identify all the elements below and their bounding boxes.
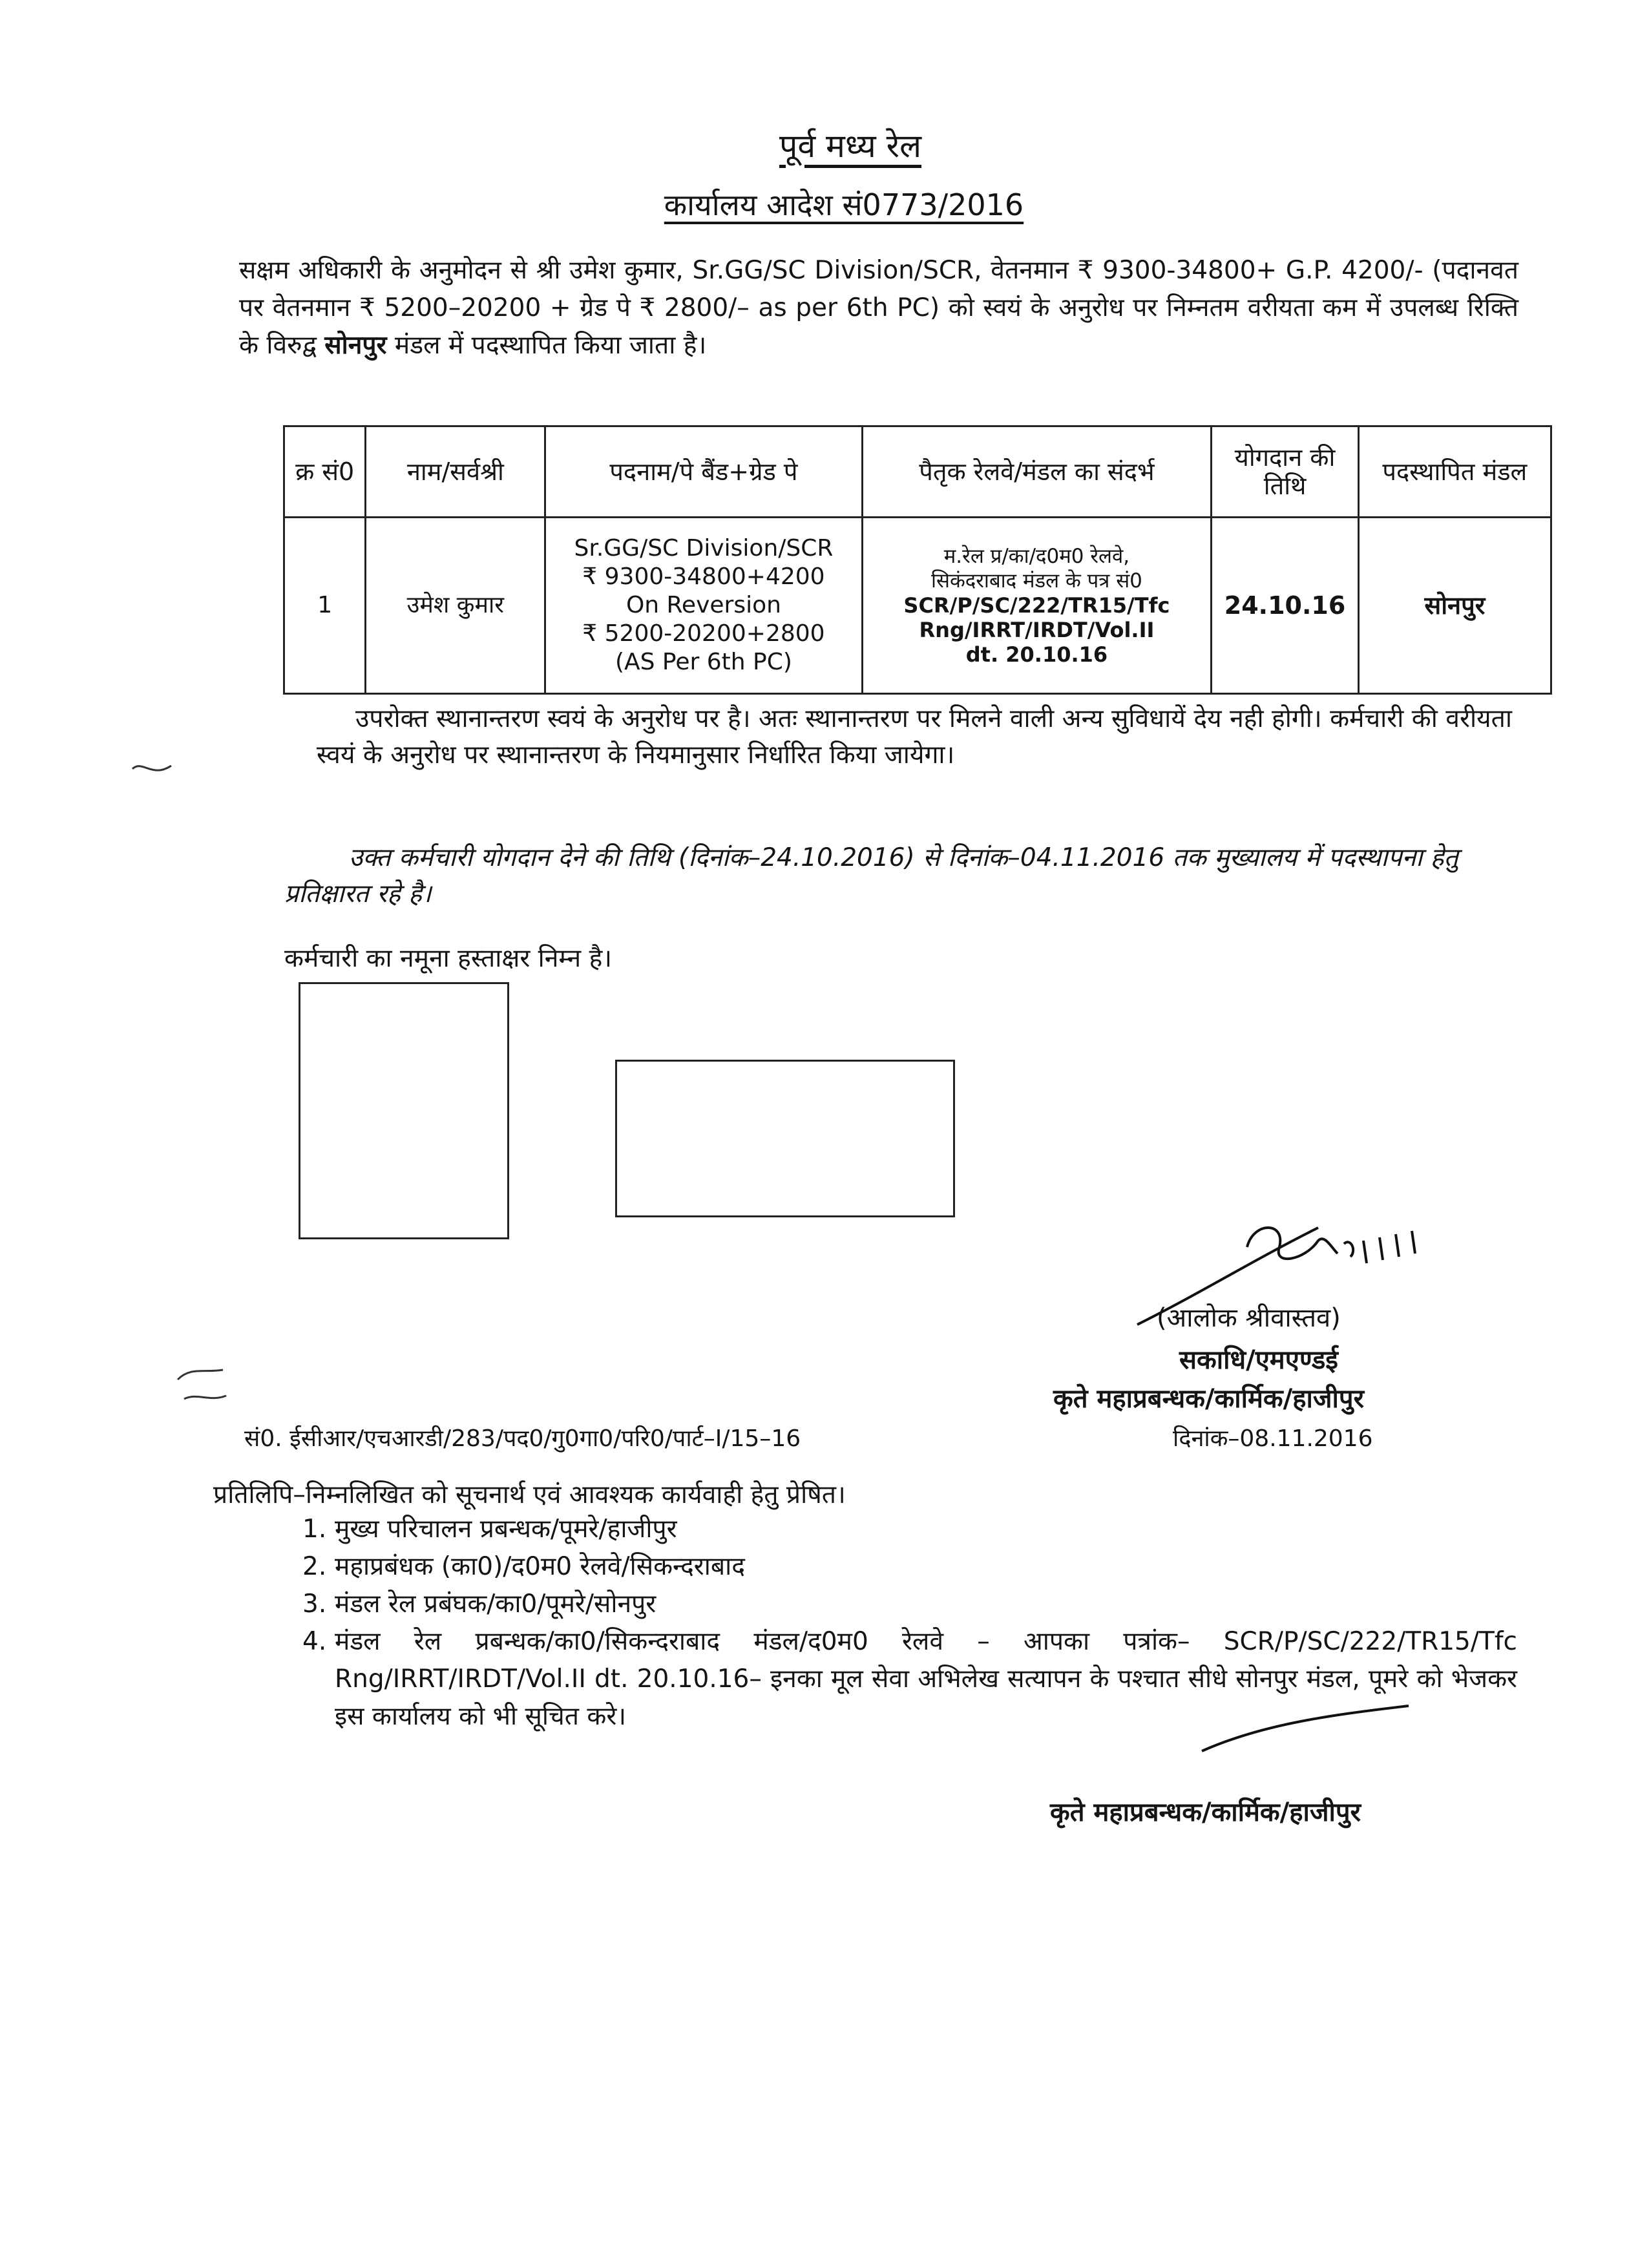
intro-text-b: मंडल में पदस्थापित किया जाता है। [394, 331, 707, 360]
src-line-2: सिकंदराबाद मंडल के पत्र सं0 [930, 569, 1142, 593]
margin-tick-mark [129, 756, 174, 782]
posting-table [283, 425, 1552, 695]
footer-for-gm: कृते महाप्रबन्धक/कार्मिक/हाजीपुर [1050, 1798, 1361, 1827]
order-title: कार्यालय आदेश सं0773/2016 [664, 187, 1024, 222]
transfer-note-text: उपरोक्त स्थानान्तरण स्वयं के अनुरोध पर है। अतः स्थानान्तरण पर मिलने वाली अन्य सुविधायें देय नही होगी। कर्मचारी की वरीयता स्वयं के अनुरोध पर स्थानान्तरण के नियमानुसार निर्धारित किया जायेगा। [317, 704, 1512, 770]
list-item [302, 1586, 1517, 1623]
col-header-name: नाम/सर्वश्री [366, 426, 545, 518]
sample-signature-box-2 [615, 1060, 955, 1217]
cell-post [545, 518, 862, 694]
org-title: पूर्व मध्य रेल [779, 127, 922, 165]
post-line-1: Sr.GG/SC Division/SCR [574, 535, 834, 562]
list-item-text: मंडल रेल प्रबन्धक/का0/सिकन्दराबाद मंडल/द0म0 रेलवे – आपका पत्रांक– SCR/P/SC/222/TR15/Tfc Rng/IRRT/IRDT/Vol.II dt. 20.10.16– इनका मूल सेवा अभिलेख सत्यापन के पश्चात सीधे सोनपुर मंडल, पूमरे को भेजकर इस कार्यालय को भी सूचित करे। [335, 1627, 1517, 1731]
src-line-1: म.रेल प्र/का/द0म0 रेलवे, [943, 545, 1130, 568]
list-item [302, 1548, 1517, 1586]
table-row [284, 518, 1551, 694]
list-item-text: मुख्य परिचालन प्रबन्धक/पूमरे/हाजीपुर [335, 1515, 677, 1544]
intro-text-a: सक्षम अधिकारी के अनुमोदन से श्री उमेश कुमार, Sr.GG/SC Division/SCR, वेतनमान ₹ 9300-34800+ G.P. 4200/- (पदानवत पर वेतनमान ₹ 5200–20200 + ग्रेड पे ₹ 2800/– as per 6th PC) को स्वयं के अनुरोध पर निम्नतम वरीयता कम में उपलब्ध रिक्ति के विरुद्व [239, 256, 1518, 360]
col-header-division: पदस्थापित मंडल [1358, 426, 1551, 518]
post-line-5: (AS Per 6th PC) [614, 649, 792, 675]
list-item-number: 3. [302, 1590, 327, 1619]
col-header-post: पदनाम/पे बैंड+ग्रेड पे [545, 426, 862, 518]
cell-source [862, 518, 1212, 694]
second-signature [1195, 1699, 1415, 1758]
transfer-note-paragraph [317, 701, 1512, 773]
signatory-name: (आलोक श्रीवास्तव) [1157, 1303, 1341, 1333]
post-line-4: ₹ 5200-20200+2800 [582, 620, 825, 647]
intro-paragraph [239, 252, 1518, 364]
src-line-4: Rng/IRRT/IRDT/Vol.II [919, 618, 1155, 642]
signatory-for-gm: कृते महाप्रबन्धक/कार्मिक/हाजीपुर [1053, 1384, 1364, 1414]
cell-join-date: 24.10.16 [1212, 518, 1358, 694]
post-line-3: On Reversion [625, 592, 781, 618]
col-header-sno: क्र सं0 [284, 426, 366, 518]
list-item [302, 1511, 1517, 1548]
cell-division: सोनपुर [1358, 518, 1551, 694]
table-header-row [284, 426, 1551, 518]
intro-bold-place: सोनपुर [324, 331, 387, 360]
list-item-number: 4. [302, 1627, 327, 1656]
list-item-text: मंडल रेल प्रबंघक/का0/पूमरे/सोनपुर [335, 1590, 656, 1619]
cell-name: उमेश कुमार [366, 518, 545, 694]
col-header-join-date: योगदान की तिथि [1212, 426, 1358, 518]
waiting-note-text: उक्त कर्मचारी योगदान देने की तिथि (दिनांक–24.10.2016) से दिनांक–04.11.2016 तक मुख्यालय में पदस्थापना हेतु प्रतिक्षारत रहे है। [284, 843, 1458, 908]
sample-signature-box-1 [299, 982, 509, 1239]
list-item-number: 1. [302, 1515, 327, 1544]
list-item-number: 2. [302, 1552, 327, 1581]
col-header-source: पैतृक रेलवे/मंडल का संदर्भ [862, 426, 1212, 518]
copy-to-intro: प्रतिलिपि–निम्नलिखित को सूचनार्थ एवं आवश्यक कार्यवाही हेतु प्रेषित। [213, 1480, 846, 1509]
margin-scribble-mark [171, 1360, 229, 1412]
signatory-designation: सकाधि/एमएण्डई [1179, 1345, 1338, 1375]
waiting-note-paragraph [284, 840, 1512, 912]
src-line-3: SCR/P/SC/222/TR15/Tfc [903, 593, 1170, 618]
reference-number: सं0. ईसीआर/एचआरडी/283/पद0/गु0गा0/परि0/पार्ट–I/15–16 [244, 1425, 801, 1452]
reference-date: दिनांक–08.11.2016 [1173, 1425, 1373, 1452]
src-line-5: dt. 20.10.16 [965, 642, 1108, 667]
post-line-2: ₹ 9300-34800+4200 [582, 563, 825, 590]
cell-sno: 1 [284, 518, 366, 694]
list-item-text: महाप्रबंधक (का0)/द0म0 रेलवे/सिकन्दराबाद [335, 1552, 745, 1581]
sample-signature-label: कर्मचारी का नमूना हस्ताक्षर निम्न है। [284, 944, 613, 973]
